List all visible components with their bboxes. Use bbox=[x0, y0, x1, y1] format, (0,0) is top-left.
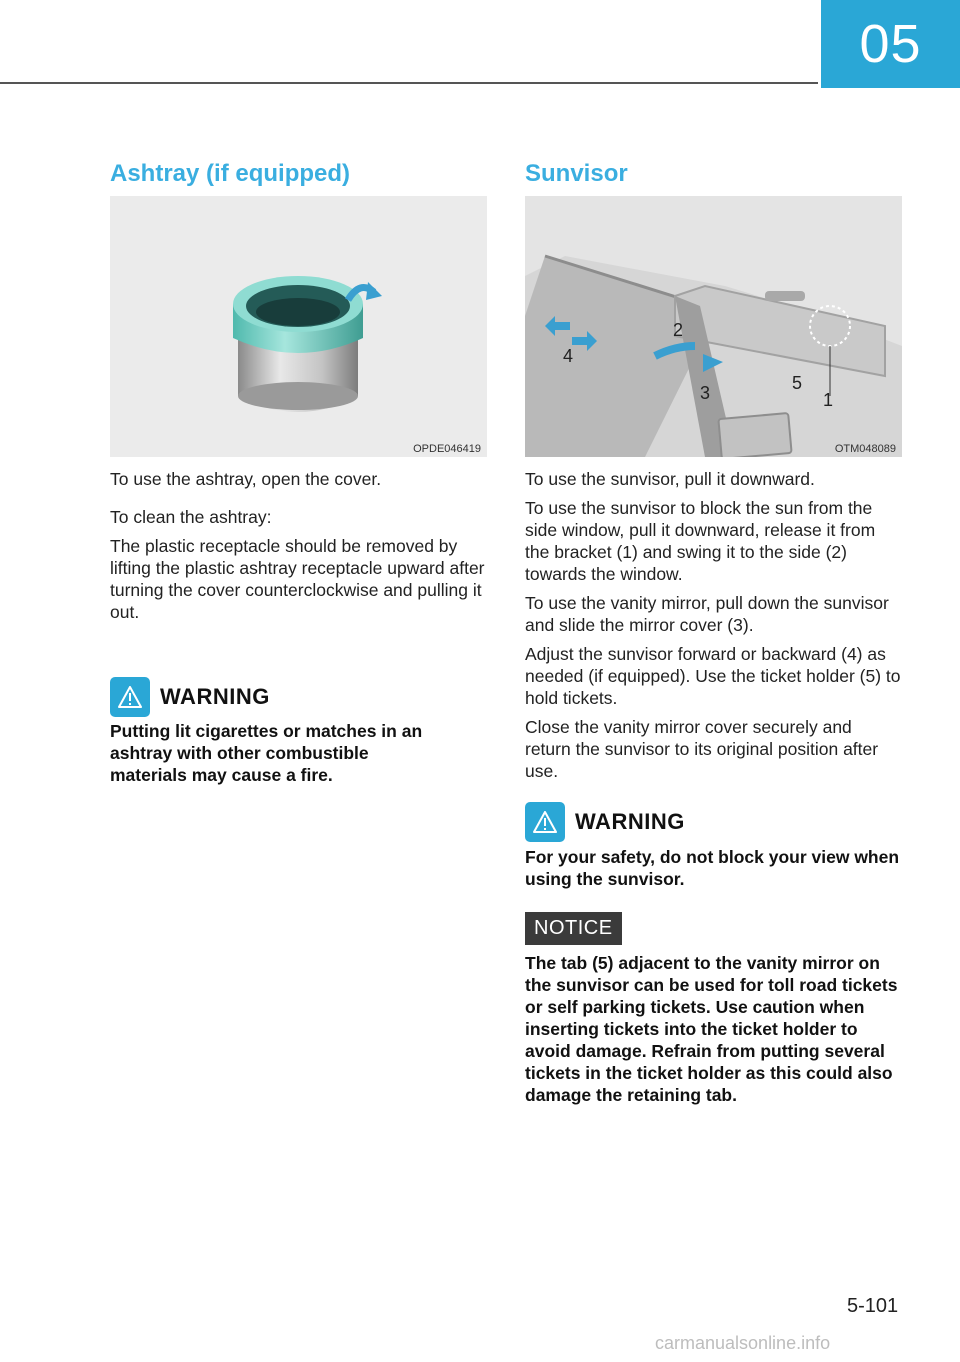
sunvisor-diagram-icon bbox=[525, 196, 902, 457]
section-title-sunvisor: Sunvisor bbox=[525, 160, 628, 187]
callout-2: 2 bbox=[673, 320, 684, 340]
ashtray-illustration bbox=[110, 196, 487, 457]
paragraph: To use the vanity mirror, pull down the sunvisor and slide the mirror cover (3). bbox=[525, 593, 889, 635]
header-rule bbox=[0, 82, 818, 84]
callout-3: 3 bbox=[700, 383, 711, 403]
warning-text: Putting lit cigarettes or matches in an ashtray with other combustible materials may cause a fire. bbox=[110, 721, 423, 785]
figure-code: OPDE046419 bbox=[413, 443, 481, 455]
warning-icon bbox=[110, 677, 150, 717]
chapter-tab bbox=[821, 0, 960, 88]
figure-code: OTM048089 bbox=[834, 443, 896, 455]
ashtray-body bbox=[110, 468, 487, 630]
chapter-number: 05 bbox=[859, 14, 922, 74]
paragraph: The plastic receptacle should be removed by lifting the plastic ashtray receptacle upward after turning the cover counterclockwise and pulling it out. bbox=[110, 536, 485, 622]
sunvisor-body bbox=[525, 468, 902, 789]
page-number: 5-101 bbox=[847, 1295, 899, 1317]
section-title-ashtray: Ashtray (if equipped) bbox=[110, 160, 351, 187]
callout-5: 5 bbox=[792, 373, 803, 393]
warning-text: For your safety, do not block your view when using the sunvisor. bbox=[525, 847, 900, 889]
paragraph: To use the ashtray, open the cover. bbox=[110, 469, 382, 489]
notice-badge: NOTICE bbox=[525, 912, 622, 945]
warning-label: WARNING bbox=[160, 684, 270, 709]
callout-4: 4 bbox=[563, 346, 574, 366]
warning-label: WARNING bbox=[575, 809, 685, 834]
ashtray-icon bbox=[110, 196, 487, 457]
paragraph: Close the vanity mirror cover securely and return the sunvisor to its original position after use. bbox=[525, 717, 879, 781]
watermark: carmanualsonline.info bbox=[655, 1333, 831, 1353]
notice-text: The tab (5) adjacent to the vanity mirror on the sunvisor can be used for toll road tickets or self parking tickets. Use caution when inserting tickets into the ticket holder to avoid damage. Refrain from putting several tickets in the ticket holder as this could also damage the retaining tab. bbox=[525, 953, 898, 1105]
paragraph: To use the sunvisor, pull it downward. bbox=[525, 469, 815, 489]
warning-heading bbox=[525, 802, 685, 842]
warning-icon bbox=[525, 802, 565, 842]
paragraph: Adjust the sunvisor forward or backward (4) as needed (if equipped). Use the ticket holder (5) to hold tickets. bbox=[525, 644, 901, 708]
paragraph: To use the sunvisor to block the sun from the side window, pull it downward, release it from the bracket (1) and swing it to the side (2) towards the window. bbox=[525, 498, 876, 584]
sunvisor-illustration bbox=[525, 196, 902, 457]
callout-1: 1 bbox=[823, 390, 834, 410]
warning-heading bbox=[110, 677, 270, 717]
paragraph: To clean the ashtray: bbox=[110, 507, 272, 527]
